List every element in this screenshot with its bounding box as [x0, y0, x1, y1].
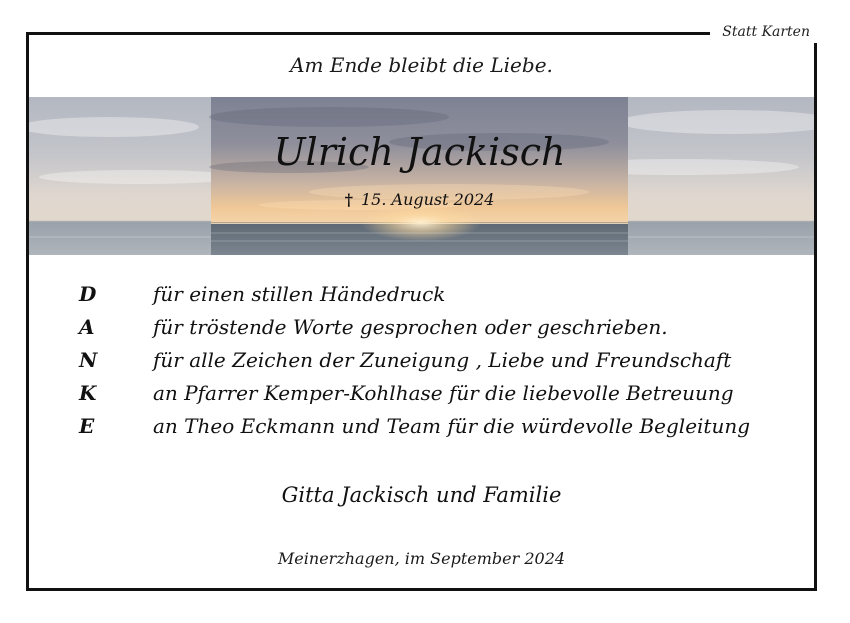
danke-text: für tröstende Worte gesprochen oder geschrieben. — [153, 315, 668, 339]
motto-text: Am Ende bleibt die Liebe. — [290, 53, 553, 77]
danke-row-d — [79, 278, 799, 311]
danke-text: für einen stillen Händedruck — [153, 282, 446, 306]
danke-row-n — [79, 344, 799, 377]
death-date: 15. August 2024 — [360, 190, 495, 209]
danke-row-e — [79, 410, 799, 443]
danke-letter: N — [79, 348, 98, 372]
place-and-date: Meinerzhagen, im September 2024 — [277, 549, 566, 568]
danke-list — [79, 278, 799, 443]
death-date-line — [211, 188, 628, 212]
danke-text: an Pfarrer Kemper-Kohlhase für die liebevolle Betreuung — [153, 381, 734, 405]
deceased-name: Ulrich Jackisch — [273, 130, 566, 174]
danke-text: an Theo Eckmann und Team für die würdevolle Begleitung — [153, 414, 751, 438]
cross-icon: † — [344, 190, 353, 209]
danke-row-k — [79, 377, 799, 410]
danke-letter: E — [79, 414, 95, 438]
danke-row-a — [79, 311, 799, 344]
statt-karten-label: Statt Karten — [710, 21, 822, 43]
danke-letter: K — [79, 381, 97, 405]
danke-letter: A — [79, 315, 95, 339]
danke-letter: D — [79, 282, 97, 306]
family-signature: Gitta Jackisch und Familie — [281, 483, 562, 507]
danke-text: für alle Zeichen der Zuneigung , Liebe und Freundschaft — [153, 348, 732, 372]
